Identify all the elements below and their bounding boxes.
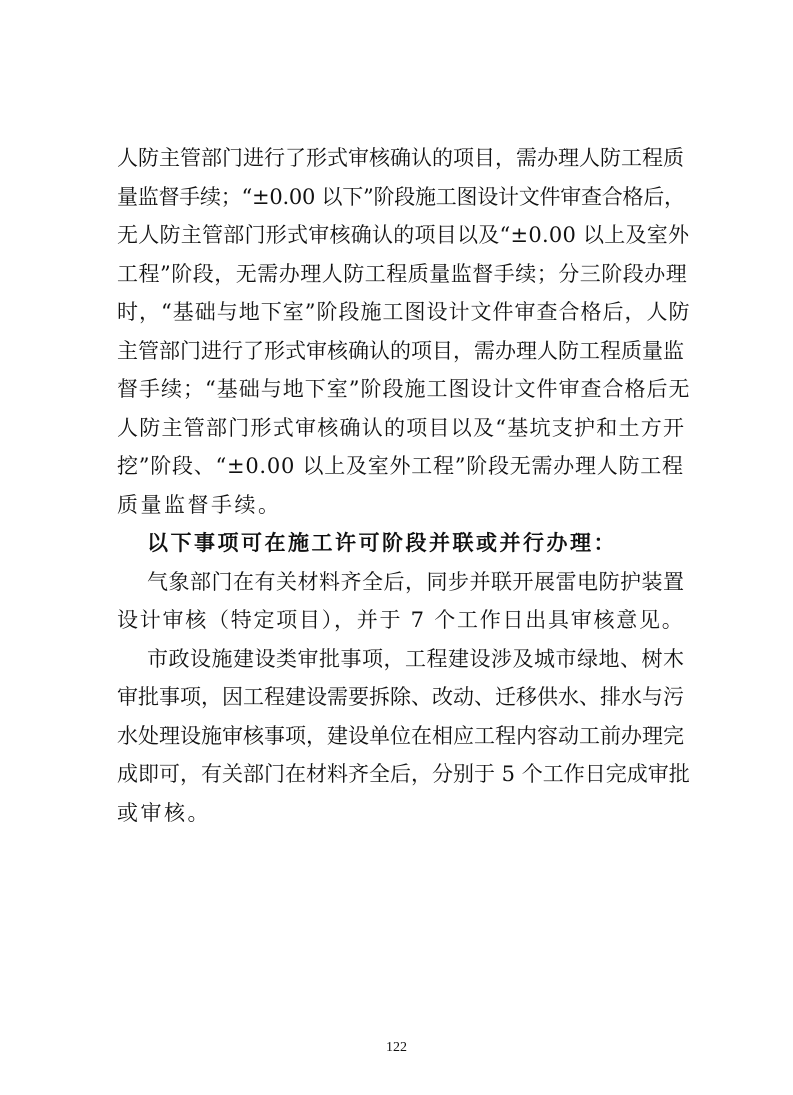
text-line: 或审核。 bbox=[117, 801, 211, 825]
text-line: 无人防主管部门形式审核确认的项目以及“±0.00 以上及室外 bbox=[117, 223, 690, 247]
text-line: 审批事项，因工程建设需要拆除、改动、迁移供水、排水与污 bbox=[117, 685, 684, 709]
text-line: 主管部门进行了形式审核确认的项目，需办理人防工程质量监 bbox=[117, 339, 684, 363]
text-line: 人防主管部门进行了形式审核确认的项目，需办理人防工程质 bbox=[117, 146, 684, 170]
text-line: 督手续；“基础与地下室”阶段施工图设计文件审查合格后无 bbox=[117, 377, 691, 401]
text-line: 气象部门在有关材料齐全后，同步并联开展雷电防护装置 bbox=[147, 570, 685, 594]
section-heading: 以下事项可在施工许可阶段并联或并行办理： bbox=[147, 530, 617, 555]
text-line: 挖”阶段、“±0.00 以上及室外工程”阶段无需办理人防工程 bbox=[117, 454, 684, 478]
text-line: 人防主管部门形式审核确认的项目以及“基坑支护和土方开 bbox=[117, 416, 686, 440]
text-line: 设计审核（特定项目），并于 7 个工作日出具审核意见。 bbox=[117, 608, 685, 632]
text-line: 工程”阶段，无需办理人防工程质量监督手续；分三阶段办理 bbox=[117, 262, 688, 286]
text-line: 量监督手续；“±0.00 以下”阶段施工图设计文件审查合格后， bbox=[117, 185, 685, 209]
text-line: 时，“基础与地下室”阶段施工图设计文件审查合格后，人防 bbox=[117, 300, 691, 324]
text-line: 成即可，有关部门在材料齐全后，分别于 5 个工作日完成审批 bbox=[117, 762, 690, 786]
text-line: 市政设施建设类审批事项，工程建设涉及城市绿地、树木 bbox=[147, 647, 685, 671]
text-line: 质量监督手续。 bbox=[117, 493, 282, 517]
page-number: 122 bbox=[386, 1040, 407, 1055]
text-line: 水处理设施审核事项，建设单位在相应工程内容动工前办理完 bbox=[117, 724, 684, 748]
